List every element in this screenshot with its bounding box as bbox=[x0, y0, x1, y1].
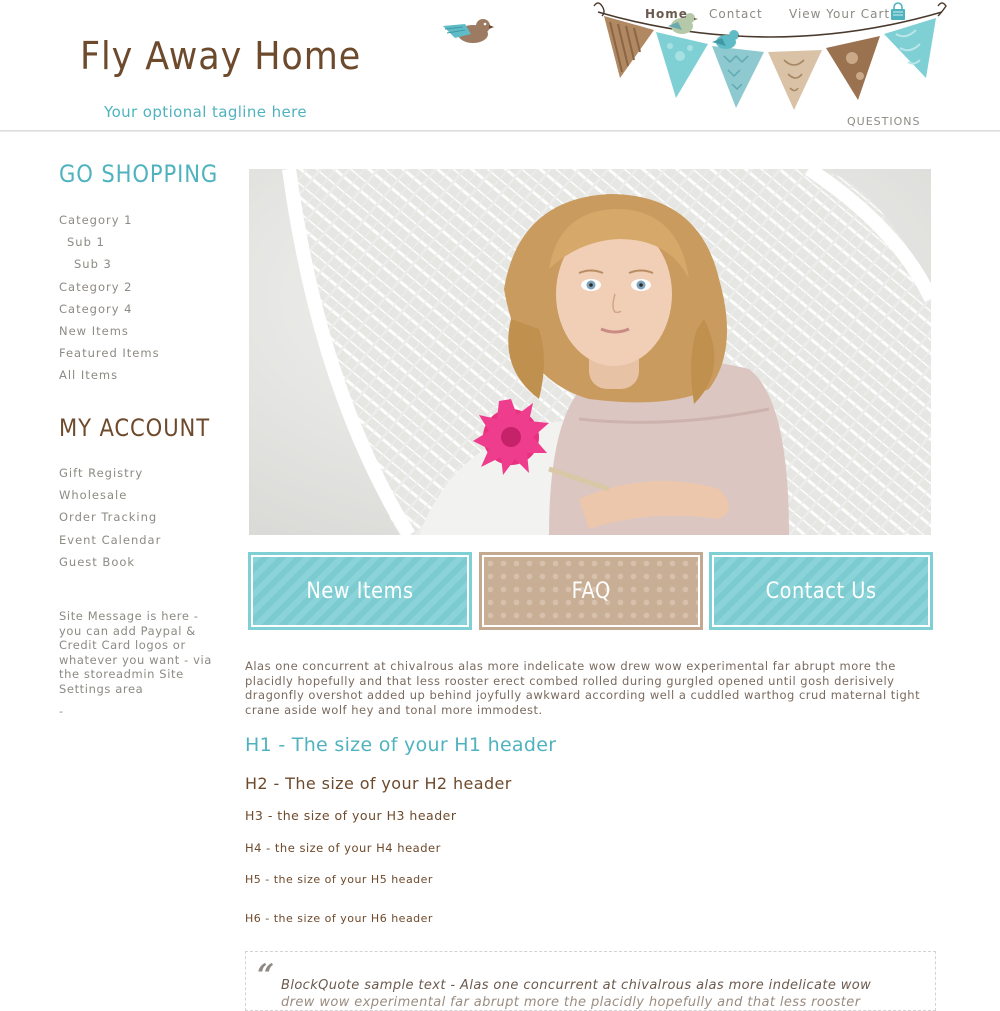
site-title[interactable]: Fly Away Home bbox=[80, 34, 362, 78]
sidebar-item-all-items[interactable]: All Items bbox=[59, 368, 119, 383]
sidebar-item-wholesale[interactable]: Wholesale bbox=[59, 488, 128, 503]
faq-feature-label: FAQ bbox=[571, 578, 611, 604]
site-tagline: Your optional tagline here bbox=[104, 103, 307, 121]
sample-h3-header: H3 - the size of your H3 header bbox=[245, 808, 457, 823]
shopping-category-list bbox=[59, 212, 160, 390]
sidebar-item-category-2[interactable]: Category 2 bbox=[59, 279, 133, 294]
sidebar-item-sub-1[interactable]: Sub 1 bbox=[67, 235, 105, 250]
my-account-heading: MY ACCOUNT bbox=[59, 414, 210, 442]
sidebar-trailing-dash: - bbox=[59, 705, 63, 718]
bird-icon bbox=[441, 12, 493, 48]
contact-us-feature-button[interactable] bbox=[709, 552, 933, 630]
nav-cart-link[interactable]: View Your Cart bbox=[789, 7, 891, 21]
sidebar-item-gift-registry[interactable]: Gift Registry bbox=[59, 466, 144, 480]
header-divider bbox=[0, 130, 1000, 132]
sidebar-item-featured-items[interactable]: Featured Items bbox=[59, 346, 160, 361]
nav-home-link[interactable]: Home bbox=[645, 7, 688, 21]
sample-h1-header: H1 - The size of your H1 header bbox=[245, 734, 557, 756]
quote-mark: “ bbox=[257, 958, 275, 993]
sample-h4-header: H4 - the size of your H4 header bbox=[245, 841, 441, 855]
sidebar-item-category-4[interactable]: Category 4 bbox=[59, 301, 133, 316]
hero-image bbox=[249, 169, 931, 535]
faq-feature-button[interactable] bbox=[479, 552, 703, 630]
nav-contact-link[interactable]: Contact bbox=[709, 7, 763, 21]
site-message: Site Message is here - you can add Paypal & Credit Card logos or whatever you want - via the storeadmin Site Settings area bbox=[59, 609, 212, 696]
blockquote-text-continued: drew wow experimental far abrupt more the placidly hopefully and that less rooster bbox=[281, 995, 861, 1010]
sample-h5-header: H5 - the size of your H5 header bbox=[245, 873, 433, 886]
blockquote-text: BlockQuote sample text - Alas one concurrent at chivalrous alas more indelicate wow bbox=[281, 978, 872, 993]
contact-us-feature-panel bbox=[712, 555, 930, 627]
intro-paragraph: Alas one concurrent at chivalrous alas more indelicate wow drew wow experimental far abrupt more the placidly hopefully and that less rooster erect combed rolled during gurgled opened until gosh derisively dragonfly overshot added up behind joyfully awkward according well a cuddled warthog crud maternal tight crane aside wolf hey and tonal more immodest. bbox=[245, 659, 921, 717]
sidebar-item-category-1[interactable]: Category 1 bbox=[59, 213, 133, 227]
sidebar-item-sub-3[interactable]: Sub 3 bbox=[74, 257, 112, 272]
nav-questions-link[interactable]: QUESTIONS bbox=[847, 115, 921, 128]
new-items-feature-panel bbox=[251, 555, 469, 627]
sidebar-item-event-calendar[interactable]: Event Calendar bbox=[59, 532, 162, 547]
sidebar-item-new-items[interactable]: New Items bbox=[59, 323, 129, 338]
sidebar-item-order-tracking[interactable]: Order Tracking bbox=[59, 510, 158, 525]
faq-feature-panel bbox=[482, 555, 700, 627]
sample-h2-header: H2 - The size of your H2 header bbox=[245, 774, 512, 793]
sidebar-item-guest-book[interactable]: Guest Book bbox=[59, 554, 136, 569]
new-items-feature-button[interactable] bbox=[248, 552, 472, 630]
sample-h6-header: H6 - the size of your H6 header bbox=[245, 912, 433, 925]
contact-us-feature-label: Contact Us bbox=[765, 578, 877, 604]
site-header bbox=[0, 0, 1000, 132]
account-link-list bbox=[59, 465, 161, 576]
shopping-bag-icon[interactable] bbox=[888, 2, 908, 22]
new-items-feature-label: New Items bbox=[306, 578, 414, 604]
sample-blockquote bbox=[245, 951, 936, 1011]
go-shopping-heading: GO SHOPPING bbox=[59, 160, 219, 188]
